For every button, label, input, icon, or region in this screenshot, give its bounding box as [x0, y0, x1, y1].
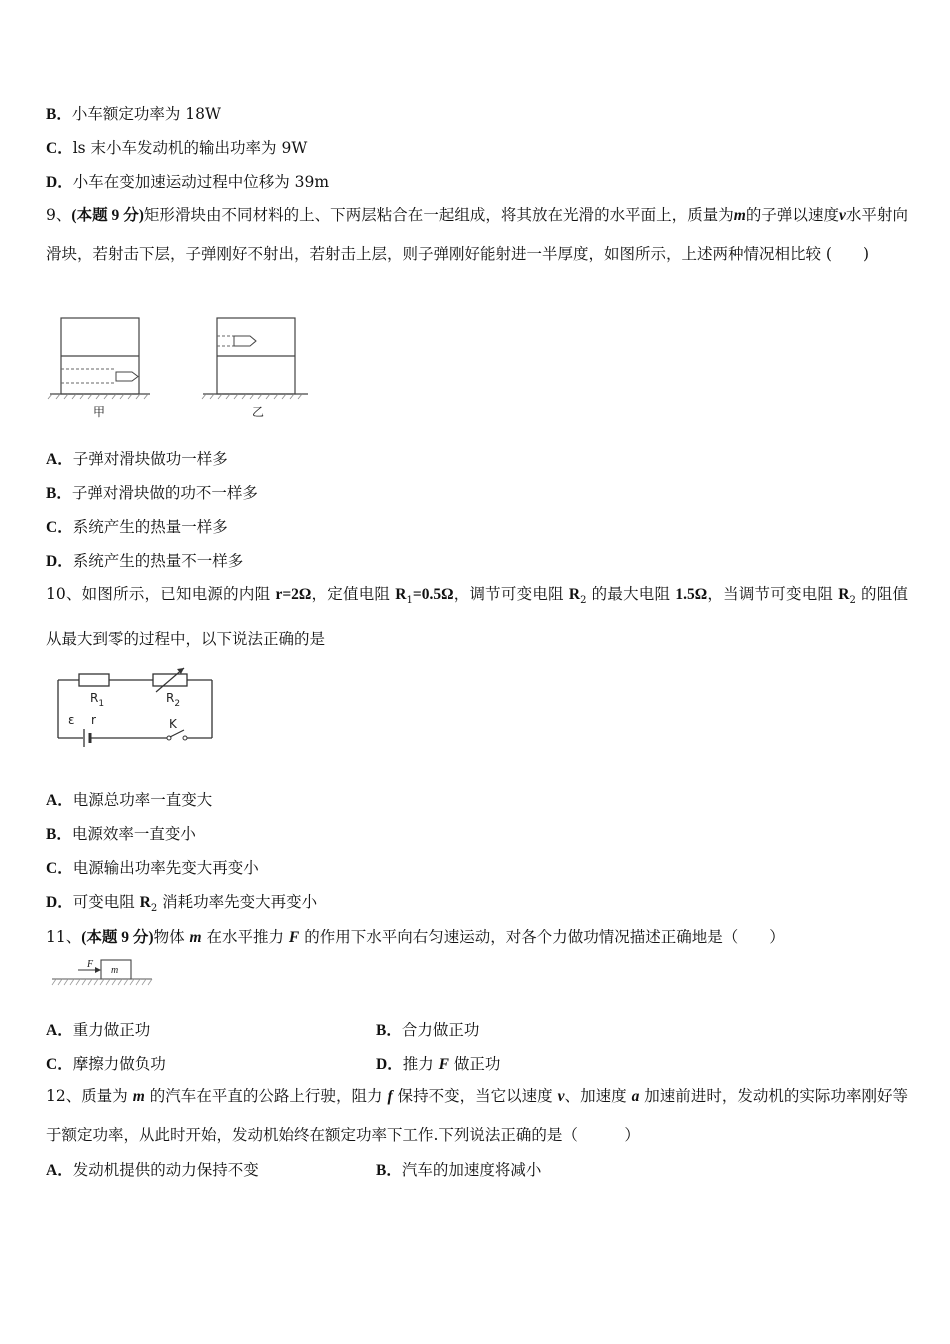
q11-force: F: [288, 929, 300, 946]
q9-text-a: 矩形滑块由不同材料的上、下两层粘合在一起组成，将其放在光滑的水平面上，质量为: [143, 206, 734, 224]
q10-option-b: [46, 822, 196, 844]
bullet-icon: [234, 336, 256, 346]
option-text: 子弹对滑块做功一样多: [72, 450, 228, 468]
q10-option-a: [46, 788, 212, 810]
q11-mass: m: [189, 929, 202, 946]
q12-resistance: f: [387, 1088, 393, 1105]
option-text-a: 可变电阻: [72, 893, 140, 911]
q12-velocity: v: [557, 1088, 565, 1105]
svg-text:R1: [90, 691, 104, 709]
q9-marks: (本题 9 分): [71, 207, 144, 224]
r2-label: R: [166, 691, 175, 705]
q10-stem: [46, 575, 908, 658]
q12-text-d: 、加速度: [564, 1087, 632, 1105]
block-jia: [48, 318, 150, 419]
option-r2: R: [139, 894, 151, 911]
q11-figure: [52, 956, 154, 992]
option-label: A．: [46, 1022, 73, 1039]
q11-option-b: [376, 1018, 479, 1040]
option-label: D．: [46, 553, 73, 570]
q9-figure: [50, 312, 310, 424]
q11-stem: [46, 925, 785, 947]
option-text: 汽车的加速度将减小: [401, 1161, 542, 1179]
q10-circuit: [50, 662, 220, 750]
caption-jia: 甲: [93, 405, 106, 419]
option-r2-sub: 2: [150, 903, 158, 915]
r1-label-sub: 1: [98, 699, 105, 709]
q8-option-b: [46, 102, 221, 124]
option-text: 电源效率一直变小: [71, 825, 196, 843]
q12-number: 12、: [46, 1087, 82, 1105]
emf-label: ε: [68, 713, 75, 727]
q10-r2-again: R: [838, 586, 850, 603]
q10-number: 10、: [46, 585, 82, 603]
switch-label: K: [169, 717, 177, 731]
q10-r1-sub: 1: [406, 595, 413, 607]
force-label: F: [87, 959, 94, 970]
q10-text-e: ，当调节可变电阻: [707, 585, 839, 603]
option-label: B．: [46, 485, 72, 502]
option-label: C．: [46, 1056, 73, 1073]
q10-r2-again-sub: 2: [849, 595, 856, 607]
q10-text-b: ，定值电阻: [311, 585, 396, 603]
option-text: 电源输出功率先变大再变小: [72, 859, 259, 877]
q10-text-f: 的阻值从最大到零的过程中，以下说法正确的是: [46, 585, 908, 649]
option-label: B．: [46, 106, 72, 123]
svg-text:R2: [166, 691, 180, 709]
q9-text-c: 水平射向滑块，若射击下层，子弹刚好不射出，若射击上层，则子弹刚好能射进一半厚度，如图所示，上述两种情况相比较 ( ): [46, 206, 908, 263]
r1-label: R: [90, 691, 99, 705]
q12-text-e: 加速前进时，发动机的实际功率刚好等于额定功率，从此时开始，发动机始终在额定功率下工作.下列说法正确的是（ ）: [46, 1087, 909, 1144]
q10-text-c: ，调节可变电阻: [453, 585, 569, 603]
option-label: A．: [46, 451, 73, 468]
option-text: ls 末小车发动机的输出功率为 9W: [72, 139, 308, 157]
caption-yi: 乙: [252, 405, 265, 419]
q8-option-c: [46, 136, 307, 158]
option-text: 系统产生的热量不一样多: [72, 552, 244, 570]
option-text: 系统产生的热量一样多: [72, 518, 228, 536]
option-label: C．: [46, 519, 73, 536]
option-text: 电源总功率一直变大: [72, 791, 213, 809]
q11-text-c: 的作用下水平向右匀速运动，对各个力做功情况描述正确地是（ ）: [299, 928, 785, 946]
q10-text-a: 如图所示，已知电源的内阻: [81, 585, 276, 603]
q10-option-d: [46, 890, 317, 914]
bullet-icon: [116, 372, 138, 381]
option-label: D．: [46, 894, 73, 911]
option-text-b: 做正功: [448, 1055, 501, 1073]
q9-number: 9、: [46, 206, 72, 224]
option-text: 子弹对滑块做的功不一样多: [71, 484, 258, 502]
q10-r2: R: [568, 586, 581, 603]
q12-text-b: 的汽车在平直的公路上行驶，阻力: [144, 1087, 388, 1105]
q9-text-b: 的子弹以速度: [745, 206, 839, 224]
option-label: B．: [376, 1022, 402, 1039]
q10-option-c: [46, 856, 259, 878]
q9-option-a: [46, 447, 228, 469]
option-label: C．: [46, 140, 73, 157]
internal-r-label: r: [91, 713, 96, 727]
q9-velocity: v: [839, 207, 846, 224]
q10-r2-sub: 2: [580, 595, 587, 607]
option-text: 摩擦力做负功: [72, 1055, 166, 1073]
q11-option-d: [376, 1052, 500, 1074]
option-label: A．: [46, 1162, 73, 1179]
option-text: 小车额定功率为 18W: [71, 105, 221, 123]
option-label: B．: [376, 1162, 402, 1179]
q10-r2-max: 1.5Ω: [675, 586, 708, 603]
mass-label: m: [111, 965, 119, 976]
q11-marks: (本题 9 分): [81, 929, 154, 946]
q12-text-a: 质量为: [81, 1087, 133, 1105]
q12-option-a: [46, 1158, 259, 1180]
q9-stem: [46, 196, 908, 273]
q11-option-a: [46, 1018, 150, 1040]
option-label: C．: [46, 860, 73, 877]
q10-internal-resistance: r=2Ω: [275, 586, 312, 603]
q12-text-c: 保持不变，当它以速度: [392, 1087, 558, 1105]
option-label: D．: [376, 1056, 403, 1073]
q10-r1: R: [395, 586, 407, 603]
option-text: 小车在变加速运动过程中位移为 39m: [72, 173, 330, 191]
option-text-b: 消耗功率先变大再变小: [157, 893, 318, 911]
q9-mass: m: [733, 207, 746, 224]
q11-text-b: 在水平推力: [201, 928, 289, 946]
q12-option-b: [376, 1158, 541, 1180]
option-text-a: 推力: [402, 1055, 439, 1073]
option-label: B．: [46, 826, 72, 843]
q12-mass: m: [132, 1088, 145, 1105]
q11-option-c: [46, 1052, 166, 1074]
option-text: 发动机提供的动力保持不变: [72, 1161, 259, 1179]
option-text: 重力做正功: [72, 1021, 151, 1039]
q11-text-a: 物体: [153, 928, 190, 946]
option-force: F: [438, 1056, 449, 1073]
r1-resistor: [79, 674, 109, 686]
r2-label-sub: 2: [174, 699, 181, 709]
q10-r1-value: =0.5Ω: [412, 586, 454, 603]
arrow-icon: [95, 967, 101, 973]
block-yi: [202, 318, 308, 419]
option-label: A．: [46, 792, 73, 809]
option-text: 合力做正功: [401, 1021, 480, 1039]
q9-option-d: [46, 549, 243, 571]
q10-text-d: 的最大电阻: [586, 585, 676, 603]
q12-acceleration: a: [631, 1088, 640, 1105]
q11-number: 11、: [46, 928, 82, 946]
option-label: D．: [46, 174, 73, 191]
q9-option-c: [46, 515, 228, 537]
q8-option-d: [46, 170, 329, 192]
q12-stem: [46, 1077, 908, 1154]
q9-option-b: [46, 481, 258, 503]
